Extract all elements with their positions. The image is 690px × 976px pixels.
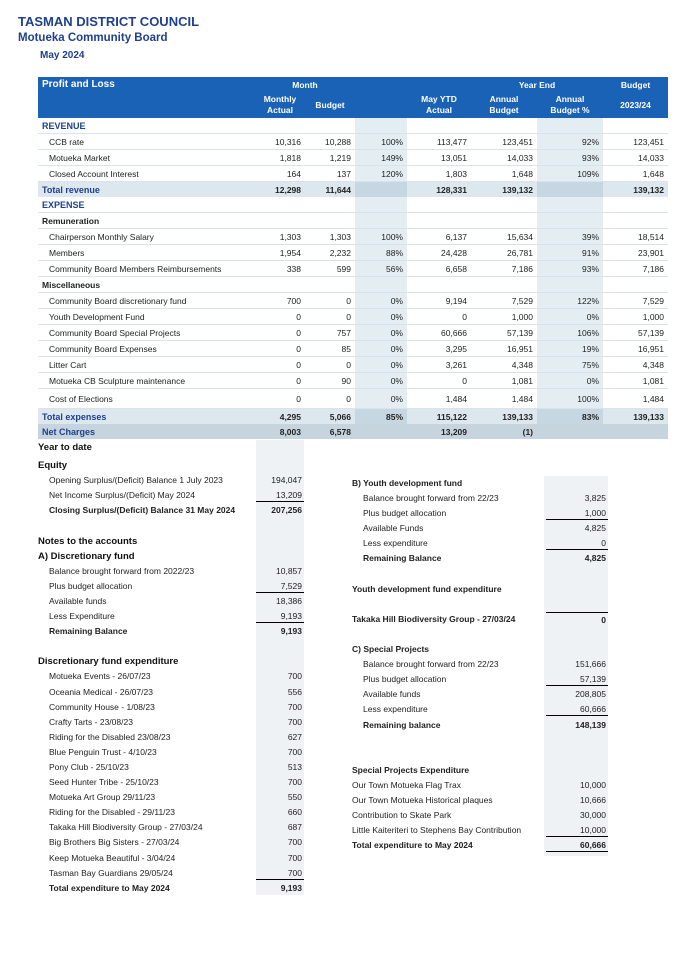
list-item: Remaining balance 148,139 <box>363 719 606 730</box>
col-may-ytd: May YTD Actual <box>421 94 457 115</box>
col-budget-year: 2023/24 <box>620 100 651 110</box>
list-item: Plus budget allocation 7,529 <box>49 580 302 591</box>
col-annual-budget-pct: Annual Budget % <box>550 94 590 115</box>
list-item: Less expenditure 60,666 <box>363 704 606 715</box>
list-item: Balance brought forward from 2022/23 10,857 <box>49 565 302 576</box>
special-projects-heading: C) Special Projects <box>352 644 430 655</box>
list-item: Takaka Hill Biodiversity Group - 27/03/24 0 <box>352 613 606 625</box>
list-item: Net Income Surplus/(Deficit) May 2024 13,209 <box>49 490 302 501</box>
table-row: Motueka CB Sculpture maintenance 0 90 0% 0 1,081 0% 1,081 <box>38 373 668 389</box>
list-item: Remaining Balance 4,825 <box>363 553 606 564</box>
list-item: Available funds 18,386 <box>49 595 302 606</box>
list-item: Remaining Balance 9,193 <box>49 626 302 637</box>
remuneration-heading: Remuneration <box>38 213 255 229</box>
col-monthly-actual: Monthly Actual <box>263 94 297 115</box>
table-row: Chairperson Monthly Salary 1,303 1,303 100% 6,137 15,634 39% 18,514 <box>38 229 668 245</box>
table-row: Community Board Expenses 0 85 0% 3,295 16,951 19% 16,951 <box>38 341 668 357</box>
header-row-1 <box>38 77 668 92</box>
list-item: Balance brought forward from 22/23 151,666 <box>363 659 606 670</box>
list-item: Little Kaiteriteri to Stephens Bay Contribution 10,000 <box>352 825 606 836</box>
table-row: Community Board Members Reimbursements 338 599 56% 6,658 7,186 93% 7,186 <box>38 261 668 277</box>
total-expenses-row: Total expenses 4,295 5,066 85% 115,122 139,133 83% 139,133 <box>38 409 668 425</box>
net-charges-row: Net Charges 8,003 6,578 13,209 (1) <box>38 424 668 439</box>
list-item: Contribution to Skate Park 30,000 <box>352 810 606 821</box>
list-item: Community House - 1/08/23 700 <box>49 701 302 712</box>
list-item: Crafty Tarts - 23/08/23 700 <box>49 716 302 727</box>
list-item: Oceania Medical - 26/07/23 556 <box>49 686 302 697</box>
ytd-title: Year to date <box>38 442 92 453</box>
group-year-end: Year End <box>518 79 556 90</box>
header-row-2 <box>38 92 668 118</box>
list-item: Blue Penguin Trust - 4/10/23 700 <box>49 746 302 757</box>
right-notes-section <box>352 476 608 853</box>
list-item: Our Town Motueka Flag Trax 10,000 <box>352 779 606 790</box>
council-title: TASMAN DISTRICT COUNCIL <box>18 14 200 29</box>
pl-title: Profit and Loss <box>42 79 115 90</box>
table-row: Closed Account Interest 164 137 120% 1,803 1,648 109% 1,648 <box>38 166 668 182</box>
col-annual-budget: Annual Budget <box>489 94 519 115</box>
table-row: Members 1,954 2,232 88% 24,428 26,781 91% 23,901 <box>38 245 668 261</box>
list-item: Total expenditure to May 2024 9,193 <box>49 882 302 893</box>
list-item: Keep Motueka Beautiful - 3/04/24 700 <box>49 852 302 863</box>
list-item: Closing Surplus/(Deficit) Balance 31 May 2024 207,256 <box>49 505 302 516</box>
table-row: Litter Cart 0 0 0% 3,261 4,348 75% 4,348 <box>38 357 668 373</box>
list-item: Motueka Events - 26/07/23 700 <box>49 671 302 682</box>
list-item: Riding for the Disabled 23/08/23 627 <box>49 731 302 742</box>
list-item: Motueka Art Group 29/11/23 550 <box>49 792 302 803</box>
miscellaneous-heading: Miscellaneous <box>38 277 255 293</box>
table-row: Youth Development Fund 0 0 0% 0 1,000 0% 1,000 <box>38 309 668 325</box>
table-row: Community Board Special Projects 0 757 0% 60,666 57,139 106% 57,139 <box>38 325 668 341</box>
profit-loss-table <box>38 77 668 439</box>
youth-expenditure-heading: Youth development fund expenditure <box>352 583 502 594</box>
list-item: Seed Hunter Tribe - 25/10/23 700 <box>49 777 302 788</box>
discretionary-expenditure-heading: Discretionary fund expenditure <box>38 656 179 668</box>
revenue-heading: REVENUE <box>38 118 255 134</box>
list-item: Our Town Motueka Historical plaques 10,666 <box>352 794 606 805</box>
discretionary-fund-heading: A) Discretionary fund <box>38 550 135 562</box>
list-item: Takaka Hill Biodiversity Group - 27/03/24 687 <box>49 822 302 833</box>
list-item: Big Brothers Big Sisters - 27/03/24 700 <box>49 837 302 848</box>
list-item: Available Funds 4,825 <box>363 523 606 534</box>
table-row: CCB rate 10,316 10,288 100% 113,477 123,451 92% 123,451 <box>38 134 668 150</box>
list-item: Plus budget allocation 1,000 <box>363 508 606 519</box>
list-item: Total expenditure to May 2024 60,666 <box>352 840 606 851</box>
board-title: Motueka Community Board <box>18 32 168 44</box>
notes-heading: Notes to the accounts <box>38 535 138 547</box>
list-item: Plus budget allocation 57,139 <box>363 674 606 685</box>
special-expenditure-heading: Special Projects Expenditure <box>352 764 470 775</box>
expense-heading: EXPENSE <box>38 197 255 213</box>
list-item: Riding for the Disabled - 29/11/23 660 <box>49 807 302 818</box>
list-item: Balance brought forward from 22/23 3,825 <box>363 493 606 504</box>
total-revenue-row: Total revenue 12,298 11,644 128,331 139,132 139,132 <box>38 182 668 198</box>
year-to-date-section <box>38 440 304 896</box>
list-item: Pony Club - 25/10/23 513 <box>49 761 302 772</box>
col-budget: Budget <box>315 100 345 110</box>
list-item: Less Expenditure 9,193 <box>49 611 302 622</box>
list-item: Less expenditure 0 <box>363 538 606 549</box>
group-month: Month <box>292 79 318 90</box>
group-budget: Budget <box>620 79 651 90</box>
table-row: Community Board discretionary fund 700 0 0% 9,194 7,529 122% 7,529 <box>38 293 668 309</box>
youth-fund-heading: B) Youth development fund <box>352 478 463 488</box>
equity-heading: Equity <box>38 460 68 472</box>
list-item: Tasman Bay Guardians 29/05/24 700 <box>49 867 302 878</box>
list-item: Opening Surplus/(Deficit) Balance 1 July 2023 194,047 <box>49 475 302 486</box>
table-row: Motueka Market 1,818 1,219 149% 13,051 14,033 93% 14,033 <box>38 150 668 166</box>
report-period: May 2024 <box>40 50 85 61</box>
table-row: Cost of Elections 0 0 0% 1,484 1,484 100% 1,484 <box>38 389 668 409</box>
list-item: Available funds 208,805 <box>363 689 606 700</box>
